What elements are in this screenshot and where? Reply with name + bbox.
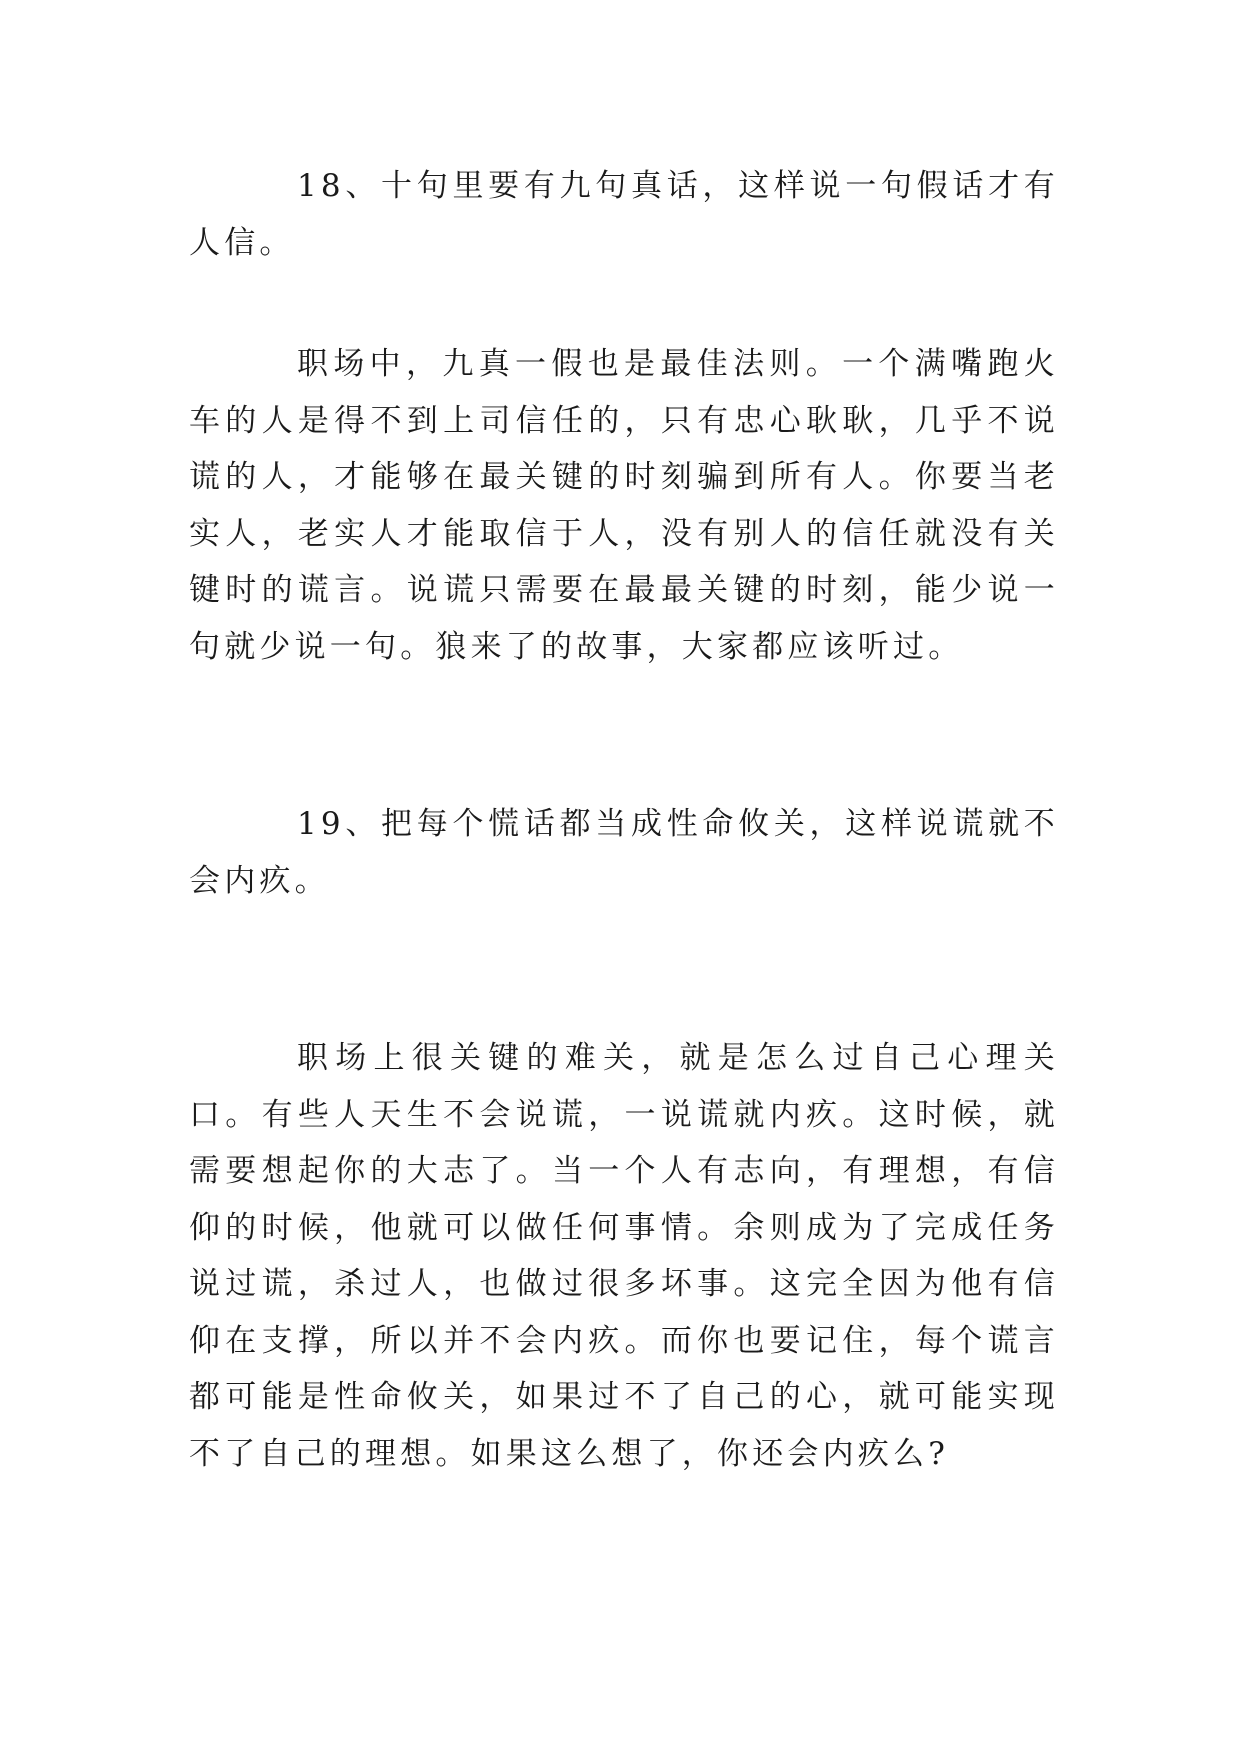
heading-tip-18: 18、十句里要有九句真话，这样说一句假话才有人信。 [189, 168, 1059, 261]
body-paragraph-tip-18: 职场中，九真一假也是最佳法则。一个满嘴跑火车的人是得不到上司信任的，只有忠心耿耿，几乎不说谎的人，才能够在最关键的时刻骗到所有人。你要当老实人，老实人才能取信于人，没有别人的信任就没有关键时的谎言。说谎只需要在最最关键的时刻，能少说一句就少说一句。狼来了的故事，大家都应该听过。 [189, 346, 1059, 665]
body-paragraph-tip-19: 职场上很关键的难关，就是怎么过自己心理关口。有些人天生不会说谎，一说谎就内疚。这时候，就需要想起你的大志了。当一个人有志向，有理想，有信仰的时候，他就可以做任何事情。余则成为了完成任务说过谎，杀过人，也做过很多坏事。这完全因为他有信仰在支撑，所以并不会内疚。而你也要记住，每个谎言都可能是性命攸关，如果过不了自己的心，就可能实现不了自己的理想。如果这么想了，你还会内疚么? [189, 1040, 1059, 1472]
heading-tip-19: 19、把每个慌话都当成性命攸关，这样说谎就不会内疚。 [189, 806, 1059, 899]
